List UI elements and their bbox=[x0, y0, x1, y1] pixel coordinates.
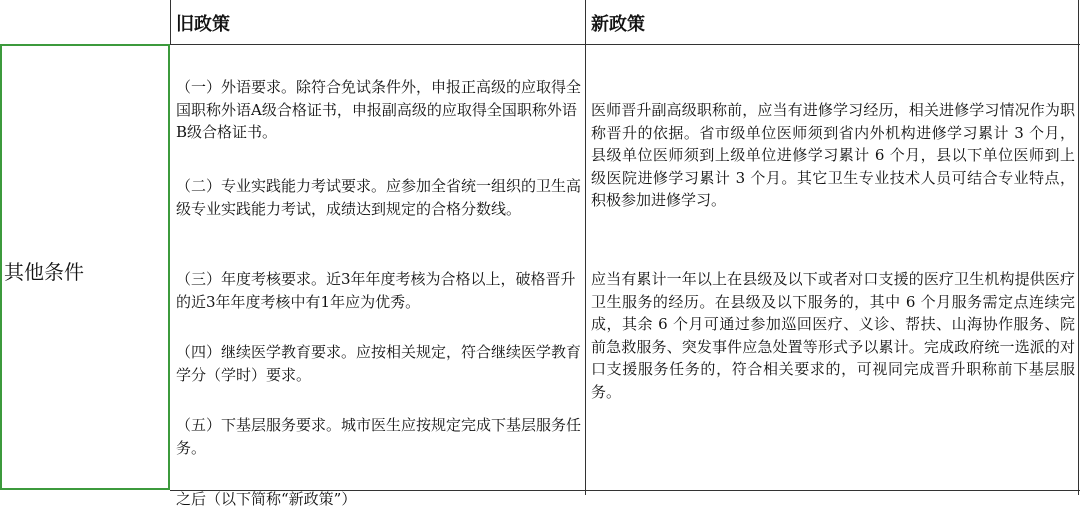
old-item-2: （二）专业实践能力考试要求。应参加全省统一组织的卫生高级专业实践能力考试，成绩达到规定的合格分数线。 bbox=[176, 177, 582, 218]
truncated-text: 之后（以下简称“新政策”） bbox=[176, 490, 357, 508]
header-old-policy: 旧政策 bbox=[176, 14, 230, 35]
old-item-5: （五）下基层服务要求。城市医生应按规定完成下基层服务任务。 bbox=[176, 416, 582, 457]
header-new-policy: 新政策 bbox=[591, 14, 645, 35]
old-item-4: （四）继续医学教育要求。应按相关规定，符合继续医学教育学分（学时）要求。 bbox=[176, 343, 582, 384]
new-item-1: 医师晋升副高级职称前，应当有进修学习经历，相关进修学习情况作为职称晋升的依据。省市级单位医师须到省内外机构进修学习累计 3 个月，县级单位医师须到上级单位进修学习累计 6 个月，县以下单位医师到上级医院进修学习累计 3 个月。其它卫生专业技术人员可结合专业特点，积极参加进修学习。 bbox=[591, 101, 1075, 209]
category-label: 其他条件 bbox=[4, 260, 84, 284]
column-divider-1 bbox=[170, 0, 171, 44]
old-item-1: （一）外语要求。除符合免试条件外，申报正高级的应取得全国职称外语A级合格证书，申报副高级的应取得全国职称外语B级合格证书。 bbox=[176, 78, 582, 141]
right-border bbox=[1078, 0, 1079, 495]
old-item-3: （三）年度考核要求。近3年年度考核为合格以上，破格晋升的近3年年度考核中有1年应为优秀。 bbox=[176, 270, 576, 311]
column-divider-2 bbox=[585, 0, 586, 495]
new-item-2: 应当有累计一年以上在县级及以下或者对口支援的医疗卫生机构提供医疗卫生服务的经历。在县级及以下服务的，其中 6 个月服务需定点连续完成，其余 6 个月可通过参加巡回医疗、义诊、帮扶、山海协作服务、院前急救服务、突发事件应急处置等形式予以累计。完成政府统一选派的对口支援服务任务的，符合相关要求的，可视同完成晋升职称前下基层服务。 bbox=[591, 270, 1075, 401]
